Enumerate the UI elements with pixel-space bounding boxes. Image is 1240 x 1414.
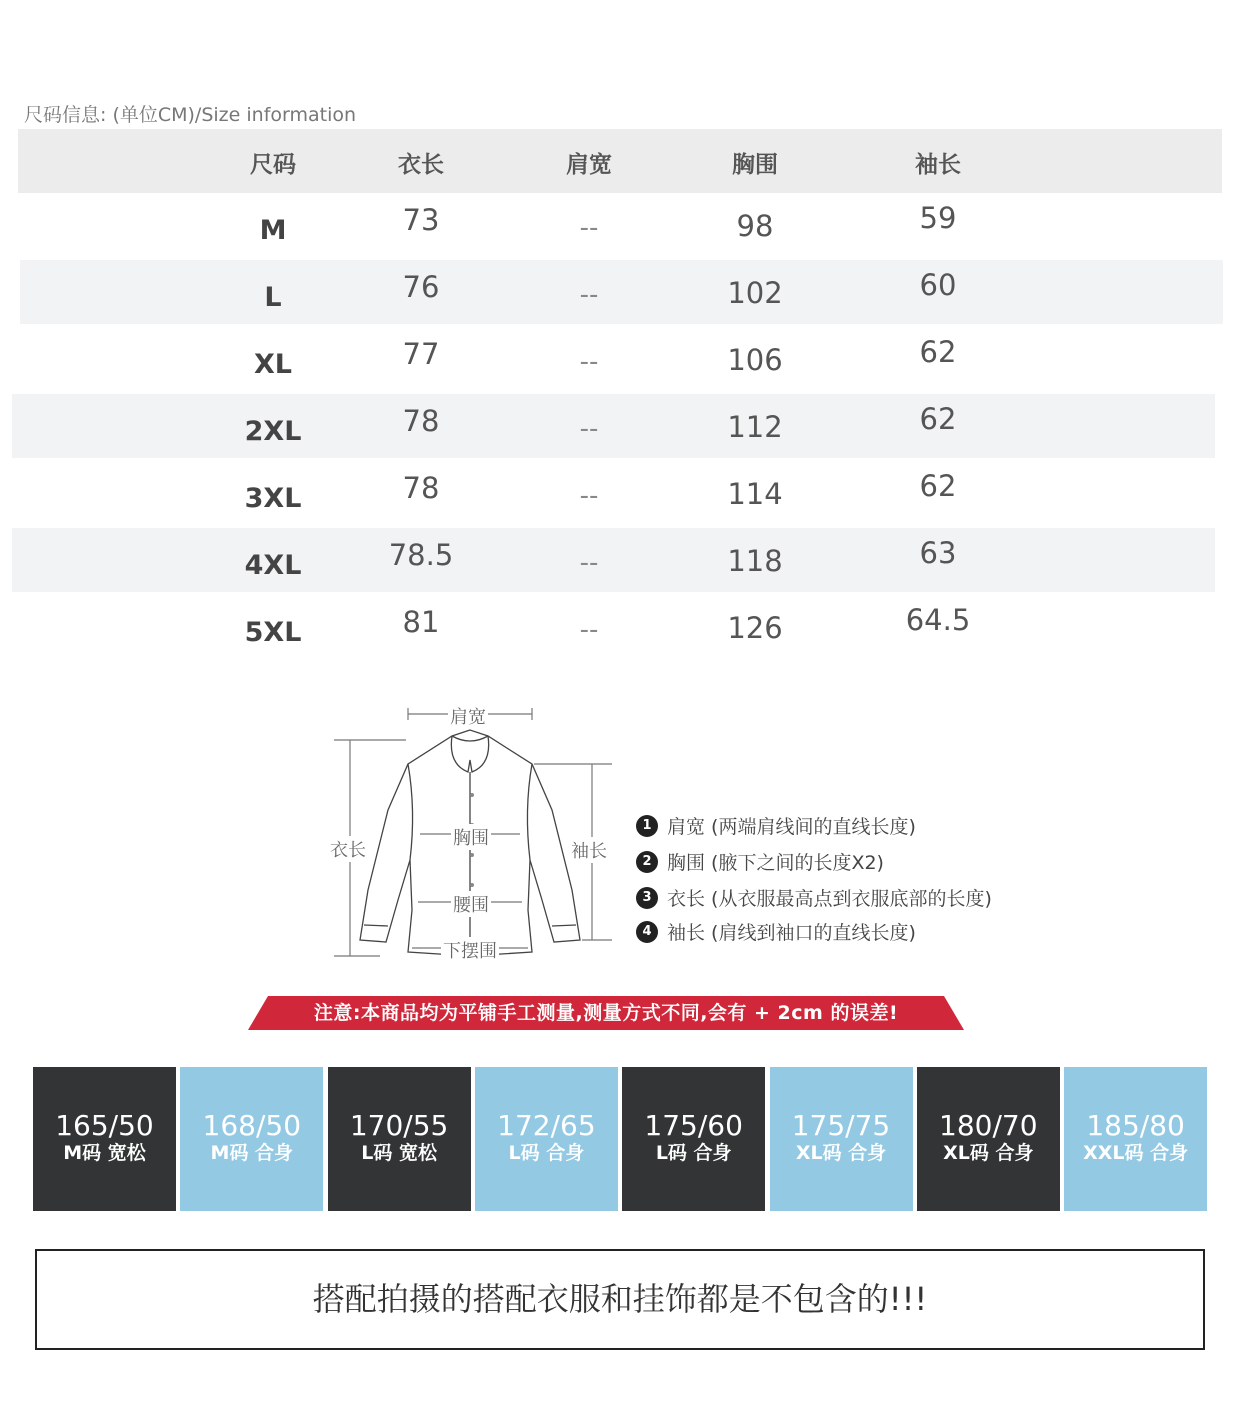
table-cell-shoulder: -- <box>579 280 599 310</box>
table-cell-sleeve: 59 <box>919 201 957 235</box>
model-tile <box>1064 1067 1207 1211</box>
legend-text: 胸围 (腋下之间的长度X2) <box>667 852 884 874</box>
table-cell-sleeve: 62 <box>919 469 957 503</box>
model-tile <box>328 1067 471 1211</box>
legend-item <box>636 848 884 874</box>
model-height-weight: 165/50 <box>55 1109 154 1142</box>
table-cell-length: 78 <box>402 404 440 438</box>
diagram-label-chest: 胸围 <box>451 824 491 850</box>
model-size-fit: M码 合身 <box>210 1142 294 1164</box>
model-height-weight: 172/65 <box>497 1109 596 1142</box>
footer-note: 搭配拍摄的搭配衣服和挂饰都是不包含的!!! <box>312 1280 928 1318</box>
model-size-fit: L码 合身 <box>508 1142 585 1164</box>
table-cell-size: 3XL <box>244 483 302 514</box>
model-tile <box>475 1067 618 1211</box>
table-cell-chest: 118 <box>727 544 783 578</box>
model-tile <box>180 1067 323 1211</box>
table-header-chest: 胸围 <box>732 152 778 178</box>
model-height-weight: 170/55 <box>349 1109 449 1142</box>
model-size-fit: XXL码 合身 <box>1083 1142 1189 1164</box>
model-height-weight: 168/50 <box>202 1109 302 1142</box>
model-tile <box>917 1067 1060 1211</box>
table-header-sleeve: 袖长 <box>915 152 961 178</box>
table-cell-chest: 106 <box>727 343 783 377</box>
model-height-weight: 180/70 <box>939 1109 1038 1142</box>
legend-text: 肩宽 (两端肩线间的直线长度) <box>667 816 916 838</box>
table-header-length: 衣长 <box>398 152 444 178</box>
diagram-label-sleeve: 袖长 <box>569 837 609 863</box>
table-cell-chest: 126 <box>727 611 783 645</box>
number-badge-icon: 1 <box>636 815 658 837</box>
table-cell-length: 76 <box>402 270 440 304</box>
legend-text: 衣长 (从衣服最高点到衣服底部的长度) <box>667 888 992 910</box>
table-cell-shoulder: -- <box>579 615 599 645</box>
notice-text: 注意:本商品均为平铺手工测量,测量方式不同,会有 + 2cm 的误差! <box>313 1002 899 1024</box>
table-cell-length: 78.5 <box>388 538 454 572</box>
table-cell-shoulder: -- <box>579 548 599 578</box>
model-tile <box>622 1067 765 1211</box>
table-cell-shoulder: -- <box>579 347 599 377</box>
table-cell-sleeve: 62 <box>919 335 957 369</box>
table-cell-size: L <box>264 282 282 313</box>
diagram-label-shoulder: 肩宽 <box>448 703 488 729</box>
number-badge-icon: 3 <box>636 887 658 909</box>
table-row-stripe <box>12 528 1215 592</box>
table-cell-sleeve: 62 <box>919 402 957 436</box>
table-cell-length: 73 <box>402 203 440 237</box>
model-size-fit: XL码 合身 <box>943 1142 1034 1164</box>
model-size-fit: L码 宽松 <box>361 1142 437 1164</box>
diagram-label-hem: 下摆围 <box>441 937 499 963</box>
model-size-fit: XL码 合身 <box>795 1142 887 1164</box>
number-badge-icon: 2 <box>636 851 658 873</box>
model-reference-strip <box>33 1067 1207 1211</box>
number-badge-icon: 4 <box>636 921 658 943</box>
measurement-diagram <box>320 700 630 970</box>
table-cell-shoulder: -- <box>579 213 599 243</box>
table-cell-sleeve: 60 <box>919 268 957 302</box>
legend-item <box>636 812 916 838</box>
table-cell-chest: 102 <box>727 276 783 310</box>
legend-text: 袖长 (肩线到袖口的直线长度) <box>667 922 916 944</box>
table-cell-size: 5XL <box>244 617 302 648</box>
model-size-fit: L码 合身 <box>655 1142 732 1164</box>
table-cell-chest: 114 <box>727 477 783 511</box>
table-cell-size: XL <box>253 349 293 380</box>
legend-item <box>636 918 916 944</box>
table-cell-size: 2XL <box>244 416 302 447</box>
legend-item <box>636 884 992 910</box>
model-height-weight: 175/60 <box>644 1109 743 1142</box>
model-height-weight: 185/80 <box>1086 1109 1185 1142</box>
table-cell-chest: 112 <box>727 410 783 444</box>
table-row-stripe <box>20 260 1223 324</box>
model-size-fit: M码 宽松 <box>63 1142 146 1164</box>
table-header-row <box>18 129 1222 193</box>
table-cell-sleeve: 63 <box>919 536 957 570</box>
model-height-weight: 175/75 <box>791 1109 891 1142</box>
table-cell-size: M <box>259 215 287 246</box>
table-cell-shoulder: -- <box>579 414 599 444</box>
model-tile <box>770 1067 913 1211</box>
table-cell-chest: 98 <box>736 209 774 243</box>
table-header-shoulder: 肩宽 <box>566 152 612 178</box>
table-header-size: 尺码 <box>250 152 296 178</box>
notice-banner <box>248 996 964 1030</box>
table-cell-length: 81 <box>402 605 440 639</box>
size-table <box>0 129 1240 669</box>
model-tile <box>33 1067 176 1211</box>
table-cell-sleeve: 64.5 <box>905 603 971 637</box>
table-cell-size: 4XL <box>244 550 302 581</box>
diagram-label-length: 衣长 <box>328 836 368 862</box>
table-row-stripe <box>12 394 1215 458</box>
footer-note-box <box>35 1249 1205 1350</box>
size-caption: 尺码信息: (单位CM)/Size information <box>24 104 357 126</box>
table-cell-shoulder: -- <box>579 481 599 511</box>
table-cell-length: 77 <box>402 337 440 371</box>
table-cell-length: 78 <box>402 471 440 505</box>
diagram-label-waist: 腰围 <box>451 891 491 917</box>
